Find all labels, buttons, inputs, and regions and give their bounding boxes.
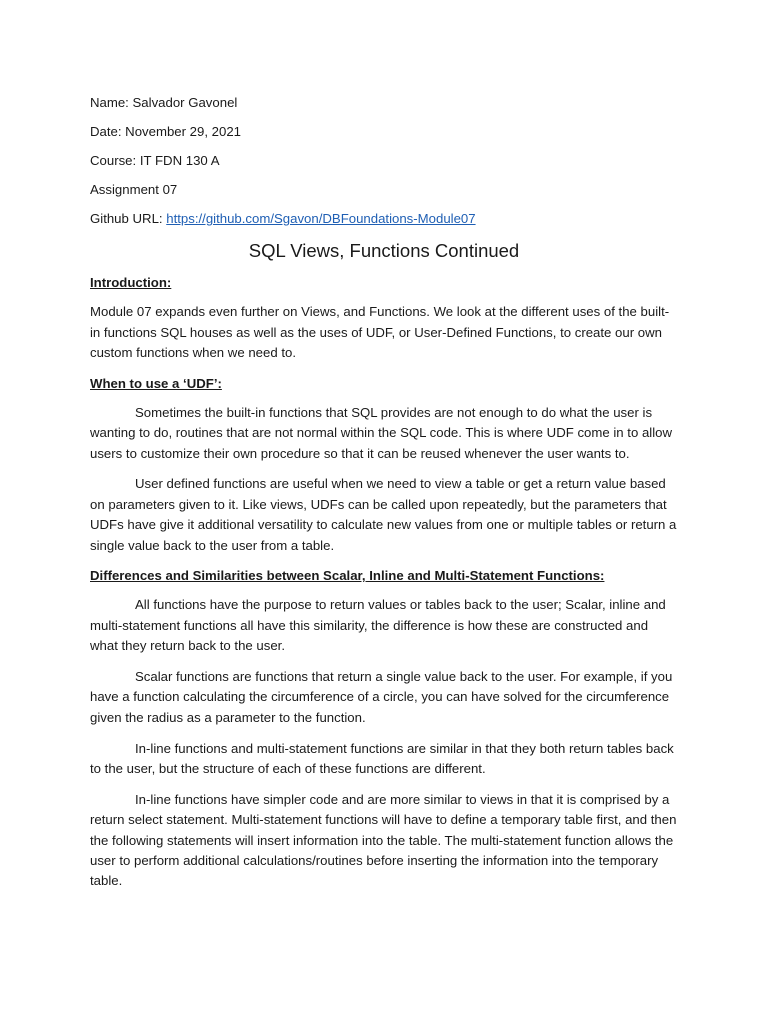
paragraph-function-similarity: All functions have the purpose to return values or tables back to the user; Scalar, inline and multi-statement functions all have this similarity, the difference is how these are constructed and what they return back to the user.	[90, 597, 666, 654]
paragraph-introduction: Module 07 expands even further on Views, and Functions. We look at the different uses of the built-in functions SQL houses as well as the uses of UDF, or User-Defined Functions, to create our own custom functions when we need to.	[90, 304, 670, 361]
paragraph-inline-vs-multistatement: In-line functions and multi-statement functions are similar in that they both return tables back to the user, but the structure of each of these functions are different.	[90, 740, 674, 776]
paragraph-scalar-functions: Scalar functions are functions that return a single value back to the user. For example, if you have a function calculating the circumference of a circle, you can have solved for the circumference given the radius as a parameter to the function.	[90, 668, 673, 725]
github-link[interactable]: https://github.com/Sgavon/DBFoundations-Module07	[166, 211, 476, 226]
student-name: Name: Salvador Gavonel	[90, 95, 238, 110]
paragraph-udf-purpose: Sometimes the built-in functions that SQL provides are not enough to do what the user is wanting to do, routines that are not normal within the SQL code. This is where UDF come in to allow users to customize their own procedure so that it can be reused whenever the user wants to.	[90, 404, 673, 461]
paragraph-udf-usefulness: User defined functions are useful when we need to view a table or get a return value based on parameters given to it. Like views, UDFs can be called upon repeatedly, but the parameters that UDFs have give it additional versatility to calculate new values from one or multiple tables or return a single value back to the user from a table.	[90, 476, 677, 553]
github-label: Github URL:	[90, 211, 167, 226]
document-title: SQL Views, Functions Continued	[248, 240, 520, 262]
github-line	[90, 209, 678, 229]
section-heading-introduction: Introduction:	[90, 275, 172, 291]
paragraph-inline-and-multistatement-structure: In-line functions have simpler code and are more similar to views in that it is comprised by a return select statement. Multi-statement functions will have to define a temporary table first, and then the following statements will insert information into the table. The multi-statement function allows the user to perform additional calculations/routines before inserting the information into the temporary table.	[90, 791, 677, 889]
assignment-number: Assignment 07	[90, 182, 178, 197]
course-code: Course: IT FDN 130 A	[90, 153, 220, 168]
submission-date: Date: November 29, 2021	[90, 124, 242, 139]
section-heading-function-types: Differences and Similarities between Scalar, Inline and Multi-Statement Functions:	[90, 568, 605, 584]
section-heading-when-to-use-udf: When to use a ‘UDF’:	[90, 375, 222, 391]
